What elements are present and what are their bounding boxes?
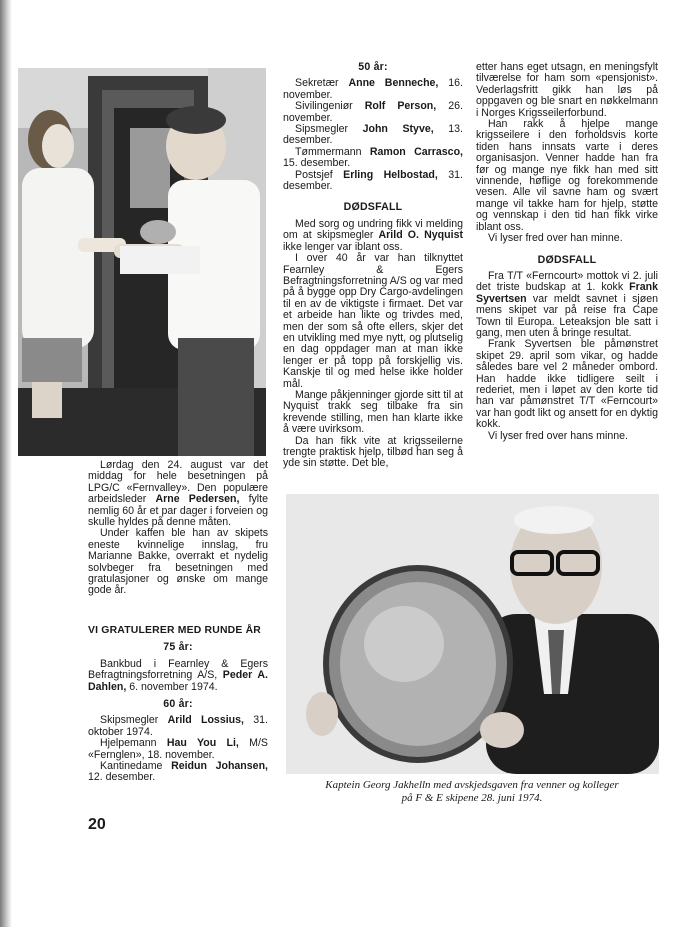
heading-congratulations: VI GRATULERER MED RUNDE ÅR <box>88 624 261 636</box>
photo-gift-handover <box>18 68 266 456</box>
photo-man-holding-tray-icon <box>286 494 659 774</box>
paragraph-birthday: Lørdag den 24. august var det middag for hele besetningen på LPG/C «Fernvalley». Den populære arbeidsleder Arne Pedersen, fylte nemlig 60 år et par dager i forveien og skulle hyldes på denne måten. <box>88 459 268 529</box>
entry-50-person: Sivilingeniør Rolf Person, 26. november. <box>283 100 463 124</box>
paragraph-nyquist-career: I over 40 år var han tilknyttet Fearnley & Egers Befragtningsforretning A/S og var med på å bygge opp Dry Cargo-avdelingen til en av de viktigste i firmaet. Det var et arbeide han likte og trivdes med, men der som så ofte ellers, skjer det en utvikling med mye nytt, og plutselig en dag oppdager man at man ikke lenger er på topp på forskjellig vis. Kanskje til og med helse ikke holder mål. <box>283 252 463 390</box>
paragraph-nyquist-help: Da han fikk vite at krigsseilerne trengte praktisk hjelp, tilbød han seg å yde sin støtte. Det ble, <box>283 434 463 470</box>
right-column <box>476 62 658 442</box>
entry-50-carrasco: Tømmermann Ramon Carrasco, 15. desember. <box>283 145 463 170</box>
paragraph-nyquist-peace: Vi lyser fred over han minne. <box>488 232 623 245</box>
paragraph-nyquist-cont: etter hans eget utsagn, en meningsfylt tilværelse for ham som «pensjonist». Vederlagsfritt gikk han løs på oppgaven og ble snart en nøkkelmann i Norges Krigsseilerforbund. <box>476 61 658 119</box>
page-edge-shadow <box>0 0 12 927</box>
entry-60-li: Hjelpemann Hau You Li, M/S «Fernglen», 18. november. <box>88 737 268 761</box>
paragraph-coffee: Under kaffen ble han av skipets eneste kvinnelige innslag, fru Marianne Bakke, overrakt et nydelig solvbeger fra besetningen med gratulasjoner og ønske om mange gode år. <box>88 527 268 597</box>
paragraph-syvertsen-peace: Vi lyser fred over hans minne. <box>488 429 628 442</box>
paragraph-nyquist-retire: Mange påkjenninger gjorde sitt til at Nyquist trakk seg tilbake fra sin krevende stilling, men han klarte ikke å være uvirksom. <box>283 388 463 436</box>
entry-50-benneche: Sekretær Anne Benneche, 16. november. <box>283 77 463 101</box>
heading-50-years: 50 år: <box>358 61 388 73</box>
middle-column <box>283 62 463 470</box>
paragraph-nyquist-intro: Med sorg og undring fikk vi melding om at skipsmegler Arild O. Nyquist ikke lenger var iblant oss. <box>283 217 463 253</box>
entry-60-johansen: Kantinedame Reidun Johansen, 12. desember. <box>88 759 268 784</box>
caption-line-1: Kaptein Georg Jakhelln med avskjedsgaven fra venner og kolleger <box>325 779 619 791</box>
paragraph-syvertsen-intro: Fra T/T «Ferncourt» mottok vi 2. juli det triste budskap at 1. kokk Frank Syvertsen var meldt savnet i sjøen mens skipet var på reise fra Cape Town til Europa. Leteaksjon ble satt i gang, men uten å bringe resultat. <box>476 269 658 339</box>
heading-death-syvertsen: DØDSFALL <box>537 253 597 266</box>
heading-75-years: 75 år: <box>163 641 193 654</box>
entry-50-styve: Sipsmegler John Styve, 13. desember. <box>283 123 463 147</box>
photo-caption <box>276 779 668 805</box>
paragraph-syvertsen-service: Frank Syvertsen ble påmønstret skipet 29. april som vikar, og hadde således bare vel 2 måneder ombord. Han hadde ikke tidligere seilt i rederiet, men i løpet av den korte tid han var påmønstret T/T «Ferncourt» var han godt likt og ansett for en dyktig kokk. <box>476 338 658 431</box>
caption-line-2: på F & E skipene 28. juni 1974. <box>401 792 543 804</box>
entry-50-helbostad: Postsjef Erling Helbostad, 31. desember. <box>283 168 463 193</box>
heading-60-years: 60 år: <box>163 697 193 710</box>
photo-woman-handing-gift-icon <box>18 68 266 456</box>
paragraph-nyquist-legacy: Han rakk å hjelpe mange krigsseilere i den forholdsvis korte tiden hans innsats varte i deres organisasjon. Venner hadde han fra før og mange nye fikk han med sitt vinnende, høflige og forekommende vesen. Alle vil savne ham og svært mange vil takke ham for hjelp, støtte og vennskap i den tid han fikk virke iblant oss. <box>476 118 658 233</box>
entry-60-lossius: Skipsmegler Arild Lossius, 31. oktober 1974. <box>88 714 268 738</box>
entry-75-dahlen: Bankbud i Fearnley & Egers Befragtningsforretning A/S, Peder A. Dahlen, 6. november 1974. <box>88 657 268 693</box>
heading-death-nyquist: DØDSFALL <box>343 201 403 214</box>
left-column <box>88 460 268 784</box>
photo-jakhelln-tray <box>286 494 659 774</box>
page-number: 20 <box>88 816 106 833</box>
